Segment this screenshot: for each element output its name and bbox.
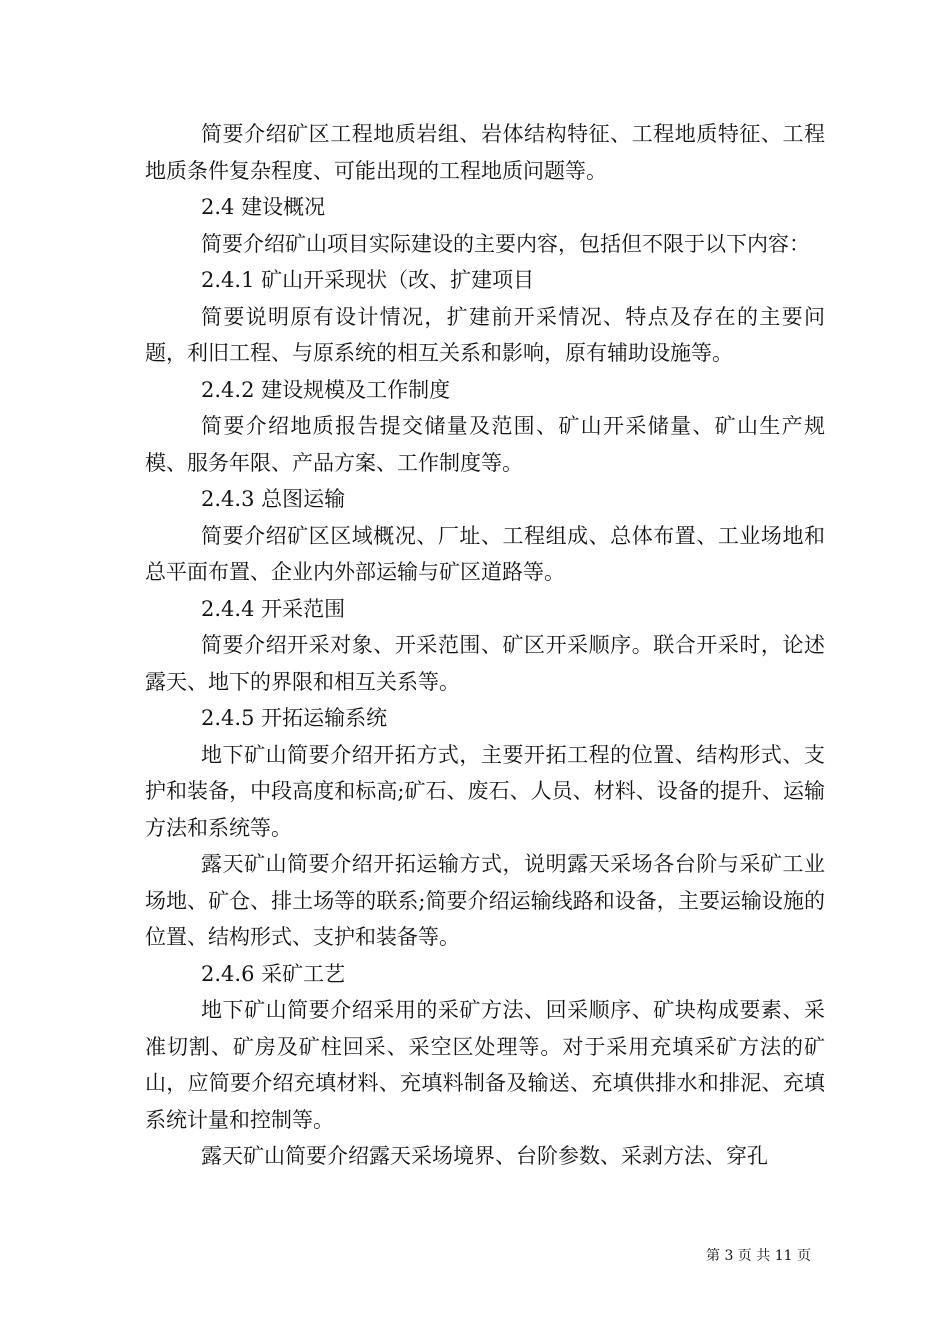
page-footer: 第 3 页 共 11 页 (706, 1248, 811, 1264)
document-body (145, 116, 825, 1175)
heading-2-4-6: 2.4.6 采矿工艺 (201, 961, 346, 986)
para-layout: 简要介绍矿区区域概况、厂址、工程组成、总体布置、工业场地和总平面布置、企业内外部运输与矿区道路等。 (145, 523, 825, 584)
heading-2-4-4: 2.4.4 开采范围 (201, 596, 346, 621)
heading-2-4-3: 2.4.3 总图运输 (201, 487, 346, 511)
heading-2-4: 2.4 建设概况 (201, 195, 326, 219)
para-construction: 简要介绍矿山项目实际建设的主要内容，包括但不限于以下内容： (201, 231, 810, 256)
heading-2-4-5: 2.4.5 开拓运输系统 (201, 706, 388, 730)
heading-2-4-1: 2.4.1 矿山开采现状（改、扩建项目 (201, 268, 535, 292)
para-underground-method: 地下矿山简要介绍采用的采矿方法、回采顺序、矿块构成要素、采准切割、矿房及矿柱回采、采空区处理等。对于采用充填采矿方法的矿山，应简要介绍充填材料、充填料制备及输送、充填供排水和排泥、充填系统计量和控制等。 (145, 998, 825, 1132)
para-status: 简要说明原有设计情况，扩建前开采情况、特点及存在的主要问题，利旧工程、与原系统的相互关系和影响，原有辅助设施等。 (145, 304, 825, 365)
para-openpit-method: 露天矿山简要介绍露天采场境界、台阶参数、采剥方法、穿孔 (201, 1144, 768, 1168)
para-mining-range: 简要介绍开采对象、开采范围、矿区开采顺序。联合开采时，论述露天、地下的界限和相互关系等。 (145, 633, 825, 694)
para-geology: 简要介绍矿区工程地质岩组、岩体结构特征、工程地质特征、工程地质条件复杂程度、可能出现的工程地质问题等。 (145, 122, 825, 183)
para-scale: 简要介绍地质报告提交储量及范围、矿山开采储量、矿山生产规模、服务年限、产品方案、工作制度等。 (145, 414, 825, 475)
para-openpit-transport: 露天矿山简要介绍开拓运输方式，说明露天采场各台阶与采矿工业场地、矿仓、排土场等的联系;简要介绍运输线路和设备，主要运输设施的位置、结构形式、支护和装备等。 (145, 852, 825, 949)
heading-2-4-2: 2.4.2 建设规模及工作制度 (201, 377, 451, 402)
para-underground-transport: 地下矿山简要介绍开拓方式，主要开拓工程的位置、结构形式、支护和装备，中段高度和标高;矿石、废石、人员、材料、设备的提升、运输方法和系统等。 (145, 742, 825, 840)
